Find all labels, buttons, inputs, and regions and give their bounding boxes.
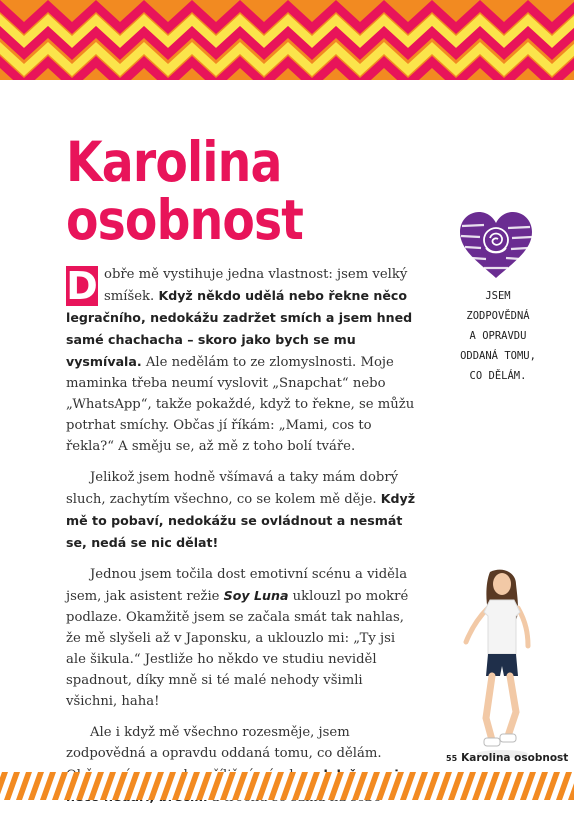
drop-cap: D [66,264,98,308]
title-line-1: Karolina [66,129,282,194]
quote-line: ZODPOVĚDNÁ [466,310,530,322]
show-title: Soy Luna [223,588,289,603]
p3-text-a: Jednou jsem točila dost emotivní scénu a viděla jsem, jak asistent režie [66,567,408,604]
p2-text-a: Jelikož jsem hodně všímavá a taky mám dobrý sluch, zachytím všechno, co se kolem mě děje. [66,470,399,507]
paragraph-3 [66,564,418,712]
paragraph-2 [66,467,418,554]
footer-label: Karolina osobnost [461,752,569,764]
p1-text-a: obře mě vystihuje jedna vlastnost: jsem velký smíšek. [104,267,408,304]
top-chevron-border [0,0,574,88]
quote-line: A OPRAVDU [469,330,527,342]
bottom-stripe-border [0,772,574,800]
p1-text-bold: Když někdo udělá nebo řekne něco legračního, nedokážu zadržet smích a jsem hned samé chachacha – skoro jako bych se mu vysmívala. [66,288,413,369]
quote-line: JSEM [485,290,511,302]
title-line-2: osobnost [66,187,304,252]
p2-text-bold: Když mě to pobaví, nedokážu se ovládnout a nesmát se, nedá se nic dělat! [66,491,416,550]
rose-heart-icon [456,210,536,280]
p3-text-b: uklouzl po mokré podlaze. Okamžitě jsem se začala smát tak nahlas, že mě slyšeli až v Japonsku, a uklouzlo mi: „Ty jsi ale šikula.“ Jestliže ho někdo ve studiu neviděl spadnout, díky mně si té malé nehody všimli všichni, haha! [66,589,409,709]
p4-text-a: Ale i když mě všechno rozesměje, jsem zodpovědná a opravdu oddaná tomu, co dělám. [66,725,382,761]
karolina-photo [462,568,540,760]
paragraph-1 [66,264,418,457]
page-number: 55 [446,754,458,763]
page-title [66,129,410,252]
pull-quote [436,286,560,386]
quote-line: CO DĚLÁM. [469,370,527,382]
quote-line: ODDANÁ TOMU, [460,350,536,362]
article-body [66,264,418,818]
page-footer [446,752,568,764]
p1-text-c: Ale nedělám to ze zlomyslnosti. Moje maminka třeba neumí vyslovit „Snapchat“ nebo „WhatsApp“, takže pokaždé, když to řekne, se můžu potrhat smíchy. Občas jí říkám: „Mami, cos to řekla?“ A směju se, až mě z toho bolí tváře. [66,355,415,454]
